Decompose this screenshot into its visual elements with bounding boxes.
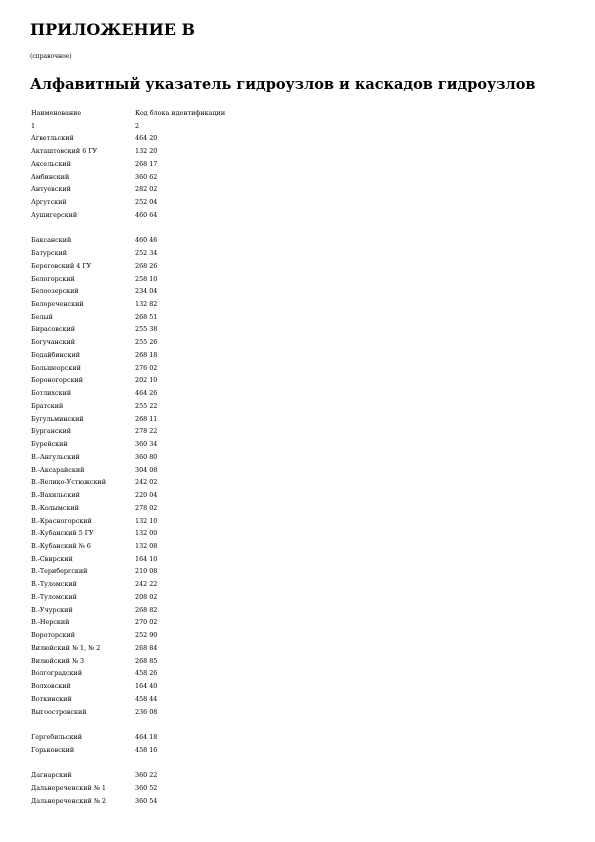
hydro-node-name: Бугульминский [31, 414, 84, 423]
hydro-node-name: В.-Туломский [31, 580, 77, 589]
identification-code: 458 26 [135, 669, 158, 678]
identification-code: 278 22 [135, 427, 158, 436]
identification-code: 360 52 [135, 783, 158, 792]
hydro-node-name: Амбинский [31, 172, 70, 181]
hydro-node-name: Вороторский [31, 631, 76, 640]
identification-code: 242 22 [135, 580, 158, 589]
hydro-node-name: В.-Терибергский [31, 567, 88, 576]
hydro-node-name: Богучанский [31, 338, 76, 347]
identification-code: 234 04 [135, 287, 158, 296]
identification-code: 360 34 [135, 440, 158, 449]
document-title: Алфавитный указатель гидроузлов и каскадов гидроузлов [30, 76, 536, 93]
column-header-code: Код блока идентификации [135, 109, 226, 117]
hydro-node-name: Бурганский [31, 427, 72, 436]
identification-code: 268 51 [135, 312, 158, 321]
identification-code: 242 02 [135, 478, 158, 487]
identification-code: 460 64 [135, 210, 158, 219]
identification-code: 360 80 [135, 452, 158, 461]
identification-code: 252 04 [135, 198, 158, 207]
identification-code: 252 90 [135, 631, 158, 640]
identification-code: 255 26 [135, 338, 158, 347]
hydro-node-name: Антуевский [31, 185, 71, 194]
identification-code: 360 22 [135, 771, 158, 780]
identification-code: 304 08 [135, 465, 158, 474]
identification-code: 464 26 [135, 389, 158, 398]
identification-code: 268 11 [135, 414, 158, 423]
identification-code: 458 16 [135, 745, 158, 754]
identification-code: 268 18 [135, 350, 158, 359]
hydro-node-name: В.-Ангульский [31, 452, 80, 461]
hydro-node-name: Выгоостровский [31, 707, 87, 716]
identification-code: 255 38 [135, 325, 158, 334]
appendix-note: (справочное) [30, 53, 72, 60]
hydro-node-name: Дагнарский [31, 771, 72, 780]
column-header-name: Наименование [31, 109, 82, 117]
identification-code: 132 00 [135, 529, 158, 538]
hydro-node-name: Бодайбинский [31, 350, 81, 359]
identification-code: 164 40 [135, 682, 158, 691]
identification-code: 282 02 [135, 185, 158, 194]
hydro-node-name: В.-Красногорский [31, 516, 92, 525]
identification-code: 460 46 [135, 236, 158, 245]
hydro-node-name: Белый [31, 312, 53, 321]
identification-code: 268 82 [135, 605, 158, 614]
identification-code: 220 04 [135, 491, 158, 500]
identification-code: 252 34 [135, 249, 158, 258]
identification-code: 132 82 [135, 300, 158, 309]
hydro-node-name: Дальнереченский № 2 [31, 796, 106, 805]
hydro-node-name: Братский [31, 401, 64, 410]
hydro-node-name: В.-Кубанский № 6 [31, 541, 91, 550]
hydro-node-name: Аушигерский [31, 210, 78, 219]
identification-code: 464 18 [135, 732, 158, 741]
identification-code: 278 02 [135, 503, 158, 512]
hydro-node-name: Бороногорский [31, 376, 83, 385]
hydro-node-name: Бурейский [31, 440, 68, 449]
identification-code: 132 10 [135, 516, 158, 525]
identification-code: 268 84 [135, 643, 158, 652]
hydro-node-name: В.-Нерский [31, 618, 70, 627]
hydro-node-name: Ботлихский [31, 389, 72, 398]
hydro-node-name: Большеорский [31, 363, 81, 372]
identification-code: 255 22 [135, 401, 158, 410]
hydro-node-name: В.-Аксарайский [31, 465, 85, 474]
hydro-node-name: Волховский [31, 682, 71, 691]
hydro-node-name: Аргутский [31, 198, 67, 207]
hydro-node-name: Аксельский [31, 159, 71, 168]
identification-code: 202 10 [135, 376, 158, 385]
identification-code: 258 10 [135, 274, 158, 283]
hydro-node-name: Вилюйский № 3 [31, 656, 85, 665]
hydro-node-name: Горьковский [31, 745, 75, 754]
identification-code: 268 26 [135, 261, 158, 270]
hydro-node-name: Батурский [31, 249, 67, 258]
identification-code: 464 20 [135, 134, 158, 143]
hydro-node-name: Вилюйский № 1, № 2 [31, 643, 101, 652]
identification-code: 360 62 [135, 172, 158, 181]
hydro-node-name: В.-Колымский [31, 503, 79, 512]
identification-code: 208 02 [135, 592, 158, 601]
column-number-2: 2 [135, 121, 140, 130]
hydro-node-name: Воткинский [31, 694, 72, 703]
hydro-node-name: В.-Кубанский 5 ГУ [31, 529, 94, 538]
identification-code: 268 85 [135, 656, 158, 665]
identification-code: 276 02 [135, 363, 158, 372]
identification-code: 164 10 [135, 554, 158, 563]
hydro-node-name: Белогорский [31, 274, 75, 283]
hydro-node-name: В.-Туломский [31, 592, 77, 601]
hydro-node-name: В.-Учурский [31, 605, 73, 614]
column-number-1: 1 [31, 121, 36, 130]
identification-code: 458 44 [135, 694, 158, 703]
hydro-node-name: Береговский 4 ГУ [31, 261, 92, 270]
hydro-node-name: Белореченский [31, 300, 84, 309]
hydro-node-name: Бирасовский [31, 325, 75, 334]
identification-code: 268 17 [135, 159, 158, 168]
identification-code: 236 08 [135, 707, 158, 716]
identification-code: 132 20 [135, 147, 158, 156]
hydro-node-name: Акташтовский 6 ГУ [31, 147, 98, 156]
identification-code: 270 02 [135, 618, 158, 627]
hydro-node-name: Агветльский [31, 134, 74, 143]
hydro-node-name: Гергебильский [31, 732, 82, 741]
hydro-node-name: Волгоградский [31, 669, 83, 678]
hydro-node-name: В.-Велико-Устюжский [31, 478, 106, 487]
identification-code: 210 08 [135, 567, 158, 576]
identification-code: 360 54 [135, 796, 158, 805]
appendix-heading: ПРИЛОЖЕНИЕ В [30, 20, 196, 39]
hydro-node-name: В.-Вахильский [31, 491, 80, 500]
hydro-node-name: Дальнереченский № 1 [31, 783, 106, 792]
identification-code: 132 08 [135, 541, 158, 550]
hydro-node-name: Баксанский [31, 236, 72, 245]
hydro-node-name: В.-Свирский [31, 554, 73, 563]
hydro-node-name: Белоозерский [31, 287, 79, 296]
